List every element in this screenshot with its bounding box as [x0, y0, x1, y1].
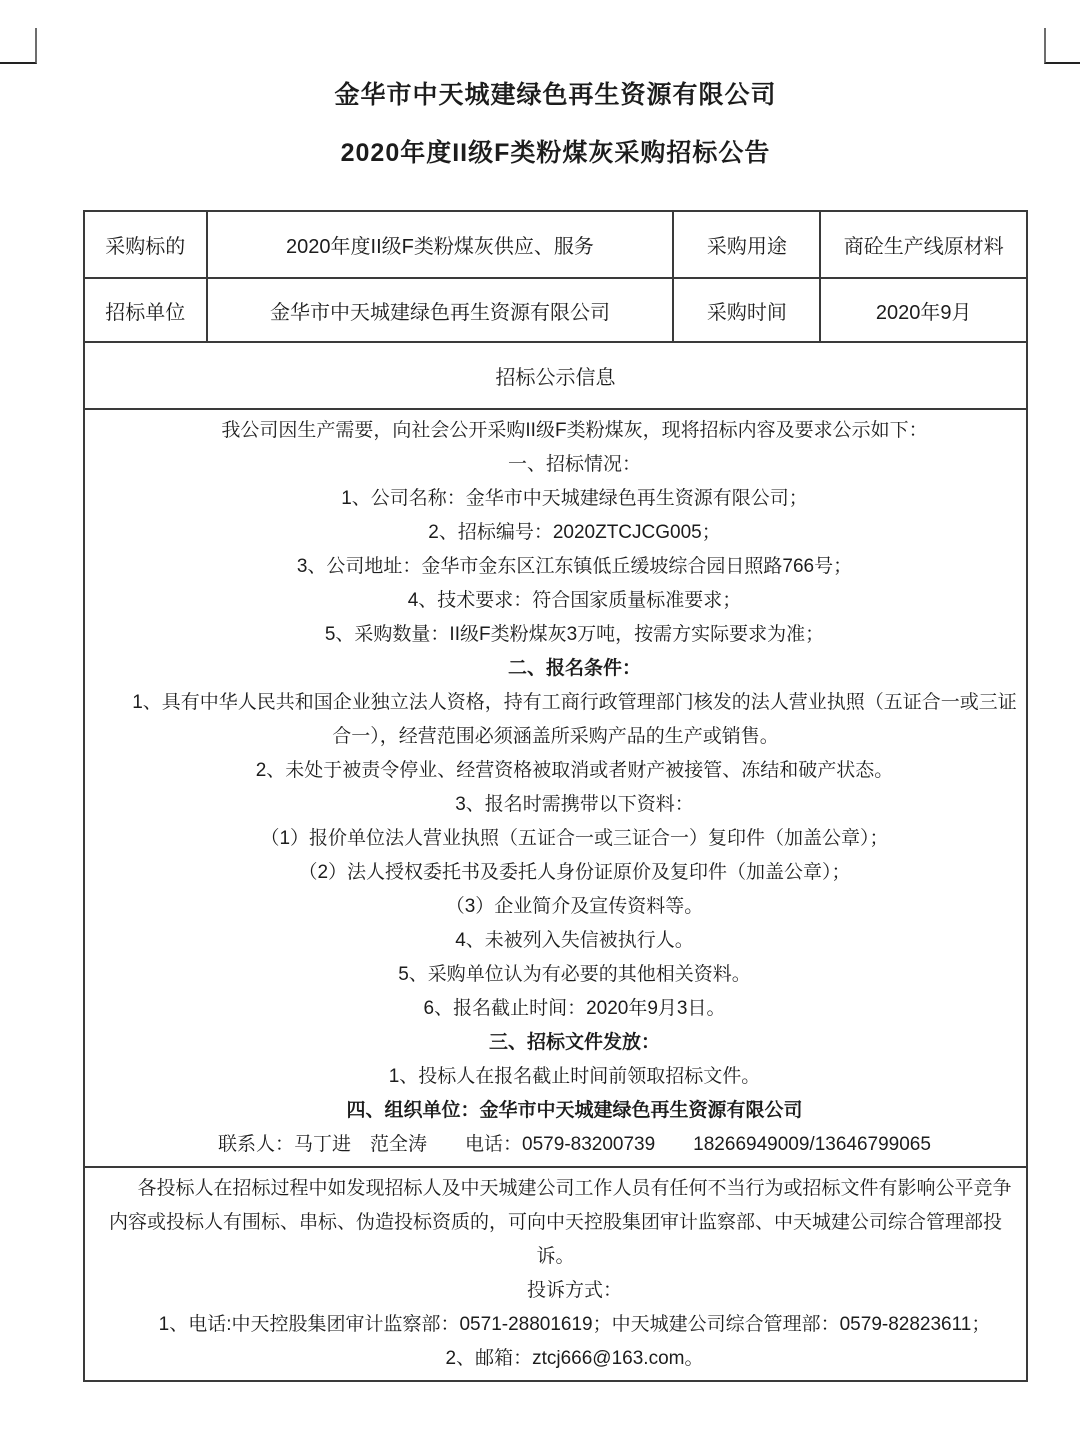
announcement-paragraph: 3、公司地址：金华市金东区江东镇低丘缓坡综合园日照路766号；: [296, 556, 853, 577]
label-procurement-time: 采购时间: [673, 278, 820, 342]
document-title: 金华市中天城建绿色再生资源有限公司: [334, 81, 777, 109]
announcement-paragraph: 5、采购单位认为有必要的其他相关资料。: [398, 964, 751, 985]
announcement-paragraph: （3）企业简介及宣传资料等。: [445, 896, 704, 917]
section-header: 招标公示信息: [84, 342, 1027, 409]
document-subtitle: 2020年度II级F类粉煤灰采购招标公告: [340, 139, 771, 167]
announcement-paragraph: 一、招标情况：: [507, 454, 641, 475]
announcement-paragraph: （2）法人授权委托书及委托人身份证原价及复印件（加盖公章）；: [298, 862, 851, 883]
crop-mark-top-right-icon: [1044, 28, 1080, 64]
announcement-paragraph: 3、报名时需携带以下资料：: [455, 794, 694, 815]
announcement-paragraph: 1、具有中华人民共和国企业独立法人资格，持有工商行政管理部门核发的法人营业执照（五证合一或三证合一），经营范围必须涵盖所采购产品的生产或销售。: [132, 692, 1017, 747]
value-procurement-subject: 2020年度II级F类粉煤灰供应、服务: [207, 211, 674, 278]
announcement-paragraph: 4、未被列入失信被执行人。: [455, 930, 694, 951]
value-procurement-purpose: 商砼生产线原材料: [820, 211, 1027, 278]
table-row-unit: [84, 278, 1027, 342]
label-procurement-purpose: 采购用途: [673, 211, 820, 278]
announcement-paragraph: 4、技术要求：符合国家质量标准要求；: [407, 590, 742, 611]
announcement-heading-organizer: 四、组织单位：金华市中天城建绿色再生资源有限公司: [346, 1100, 803, 1121]
crop-mark-top-left-icon: [0, 28, 37, 64]
complaint-paragraph: 投诉方式：: [526, 1280, 622, 1301]
table-row-announcement-body: [84, 409, 1027, 1167]
table-row-section-header: [84, 342, 1027, 409]
value-bidding-unit: 金华市中天城建绿色再生资源有限公司: [207, 278, 674, 342]
announcement-heading-document-distribution: 三、招标文件发放：: [488, 1032, 660, 1053]
announcement-paragraph: 1、公司名称：金华市中天城建绿色再生资源有限公司；: [341, 488, 808, 509]
complaint-paragraph: 各投标人在招标过程中如发现招标人及中天城建公司工作人员有任何不当行为或招标文件有影响公平竞争内容或投标人有围标、串标、伪造投标资质的，可向中天控股集团审计监察部、中天城建公司综合管理部投诉。: [108, 1178, 1012, 1267]
complaint-paragraph: 1、电话:中天控股集团审计监察部：0571-28801619；中天城建公司综合管理部：0579-82823611；: [158, 1314, 991, 1335]
label-procurement-subject: 采购标的: [84, 211, 207, 278]
announcement-paragraph: 我公司因生产需要，向社会公开采购II级F类粉煤灰，现将招标内容及要求公示如下：: [221, 420, 928, 441]
value-procurement-time: 2020年9月: [820, 278, 1027, 342]
announcement-paragraph: 2、未处于被责令停业、经营资格被取消或者财产被接管、冻结和破产状态。: [255, 760, 894, 781]
table-row-subject: [84, 211, 1027, 278]
announcement-paragraph: 2、招标编号：2020ZTCJCG005；: [428, 522, 721, 543]
announcement-heading-registration-conditions: 二、报名条件：: [507, 658, 641, 679]
announcement-contact-line: 联系人：马丁进 范全涛 电话：0579-83200739 18266949009/13646799065: [218, 1134, 931, 1155]
bidding-info-table: [83, 210, 1028, 1382]
label-bidding-unit: 招标单位: [84, 278, 207, 342]
announcement-paragraph: 5、采购数量：II级F类粉煤灰3万吨，按需方实际要求为准；: [324, 624, 825, 645]
document-header: [83, 80, 1028, 196]
announcement-body-cell: [84, 409, 1027, 1167]
announcement-paragraph: （1）报价单位法人营业执照（五证合一或三证合一）复印件（加盖公章）；: [260, 828, 889, 849]
complaint-paragraph: 2、邮箱：ztcj666@163.com。: [445, 1348, 704, 1369]
announcement-paragraph: 1、投标人在报名截止时间前领取招标文件。: [388, 1066, 761, 1087]
table-row-complaint: [84, 1167, 1027, 1381]
complaint-cell: [84, 1167, 1027, 1381]
announcement-paragraph: 6、报名截止时间：2020年9月3日。: [423, 998, 726, 1019]
